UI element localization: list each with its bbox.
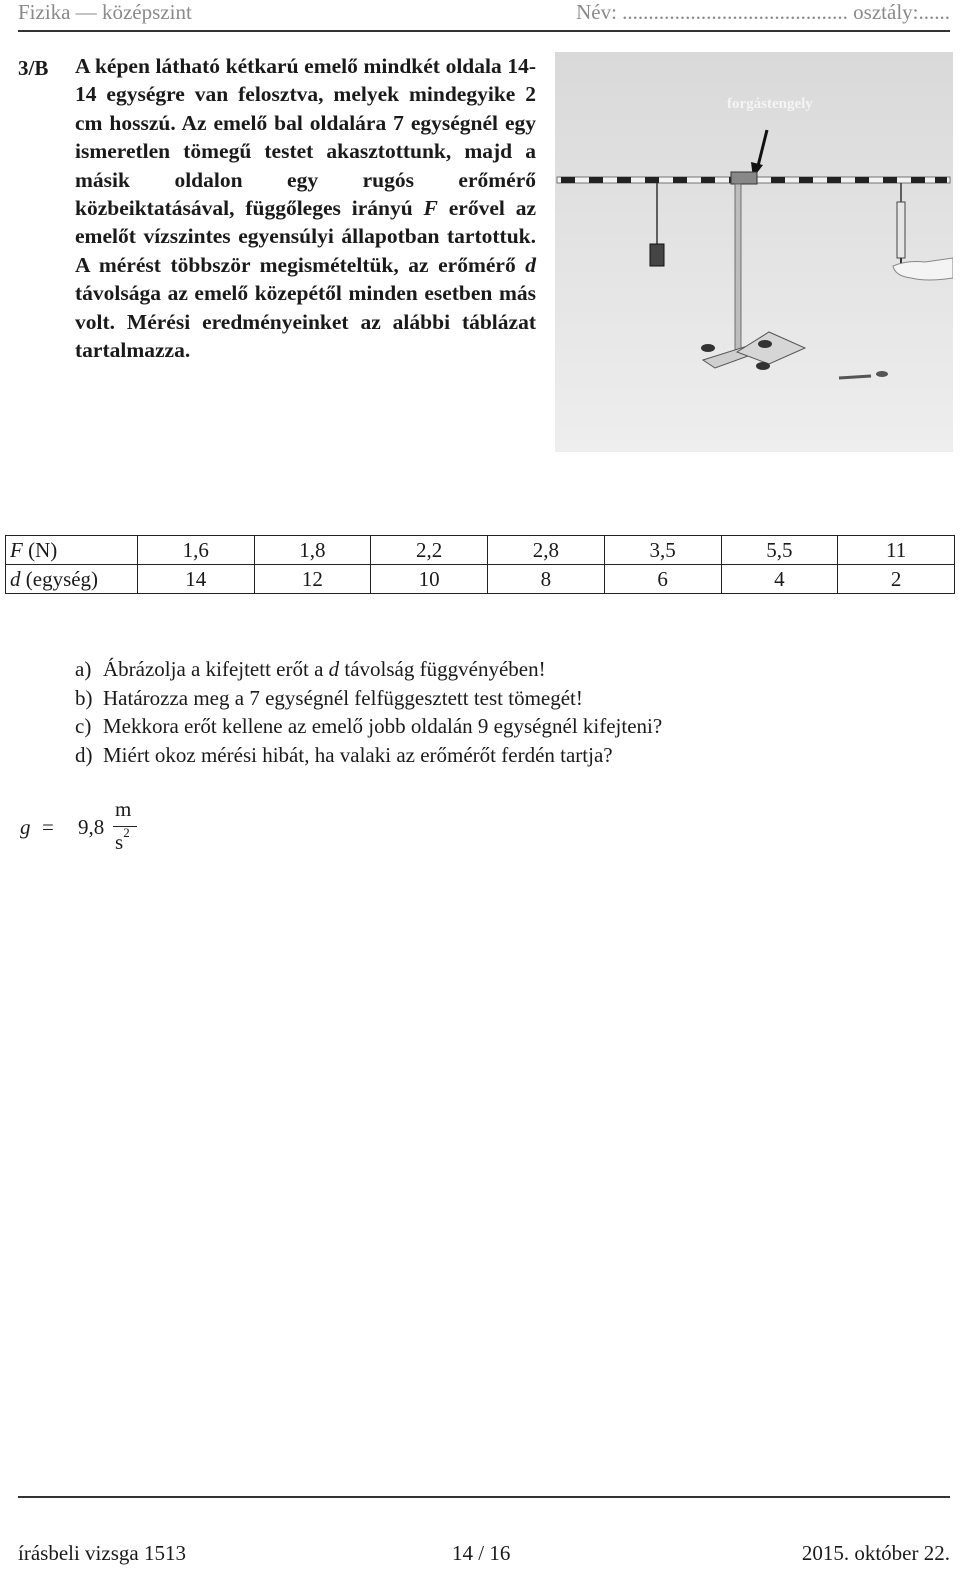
unit-denominator	[115, 825, 130, 855]
stand-rod	[735, 184, 741, 354]
row-header-distance	[6, 565, 138, 594]
table-cell: 5,5	[721, 536, 838, 565]
table-cell: 3,5	[604, 536, 721, 565]
question-a-variable: d	[328, 657, 340, 681]
lever-photo	[555, 52, 953, 452]
problem-text-part-3: távolsága az emelő közepétől minden esetben más volt. Mérési eredményeinket az alábbi táblázat tartalmazza.	[75, 281, 536, 363]
question-a-letter: a)	[75, 657, 92, 681]
table-row-distance	[6, 565, 955, 594]
hanging-mass	[650, 244, 664, 266]
question-b-letter: b)	[75, 685, 93, 710]
question-c-text: Mekkora erőt kellene az emelő jobb oldalán 9 egységnél kifejteni?	[103, 714, 663, 738]
unit-exponent: 2	[123, 825, 130, 840]
distance-unit: (egység)	[20, 566, 99, 591]
problem-text-part-2: erővel az emelőt vízszintes egyensúlyi állapotban tartottuk. A mérést többször megismételtük, az erőmérő	[75, 196, 536, 277]
stand-foot-3	[756, 362, 770, 370]
problem-number: 3/B	[18, 56, 49, 80]
table-cell: 11	[838, 536, 955, 565]
table-cell: 1,8	[254, 536, 371, 565]
spring-scale	[897, 202, 905, 258]
question-b-text: Határozza meg a 7 egységnél felfüggesztett test tömegét!	[103, 685, 583, 710]
table-cell: 1,6	[137, 536, 254, 565]
pivot-axis-label: forgástengely	[727, 96, 813, 112]
footer-divider	[18, 1496, 950, 1498]
stand-foot-2	[758, 340, 772, 348]
table-cell: 2,2	[371, 536, 488, 565]
spare-scale	[839, 376, 871, 378]
question-a-text-post: távolság függvényében!	[339, 657, 546, 681]
question-c-letter: c)	[75, 714, 92, 738]
problem-text-part-1: A képen látható kétkarú emelő mindkét oldala 14-14 egységre van felosztva, melyek mindegyike 2 cm hosszú. Az emelő bal oldalára 7 egységnél egy ismeretlen tömegű testet akasztottunk, majd a másik oldalon egy rugós erőmérő közbeiktatásával, függőleges irányú	[75, 54, 536, 221]
distance-variable: d	[525, 252, 536, 277]
question-c	[75, 712, 662, 741]
header-name-class-field: Név: ........................................... osztály:......	[576, 0, 950, 24]
table-cell: 6	[604, 565, 721, 594]
force-unit: (N)	[22, 537, 58, 562]
question-d-text: Miért okoz mérési hibát, ha valaki az erőmérőt ferdén tartja?	[103, 742, 613, 767]
force-symbol: F	[10, 537, 23, 562]
question-b	[75, 684, 662, 713]
gravity-constant	[20, 797, 150, 861]
question-d-letter: d)	[75, 742, 93, 767]
force-variable: F	[423, 196, 438, 221]
page-header	[18, 0, 950, 32]
question-a-text-pre: Ábrázolja a kifejtett erőt a	[103, 657, 329, 681]
table-cell: 10	[371, 565, 488, 594]
table-cell: 2,8	[488, 536, 605, 565]
footer-date: 2015. október 22.	[801, 1541, 950, 1565]
unit-numerator: m	[115, 797, 132, 821]
table-cell: 14	[137, 565, 254, 594]
table-cell: 2	[838, 565, 955, 594]
pivot-block	[731, 172, 757, 184]
footer-page-number: 14 / 16	[452, 1541, 511, 1565]
measurement-table	[5, 535, 955, 594]
header-divider	[18, 30, 950, 32]
footer-exam-id: írásbeli vizsga 1513	[18, 1541, 186, 1565]
table-cell: 8	[488, 565, 605, 594]
question-a	[75, 655, 662, 684]
equals-sign: =	[42, 815, 54, 839]
problem-text	[75, 52, 536, 364]
sub-questions	[75, 655, 662, 769]
table-cell: 4	[721, 565, 838, 594]
unit-denominator-base: s	[115, 830, 124, 854]
stand-foot-1	[701, 344, 715, 352]
table-cell: 12	[254, 565, 371, 594]
question-d	[75, 741, 662, 770]
distance-symbol: d	[10, 566, 21, 591]
gravity-value: 9,8	[78, 815, 105, 839]
table-row-force	[6, 536, 955, 565]
header-subject: Fizika — középszint	[18, 0, 192, 24]
gravity-symbol: g	[20, 815, 31, 839]
row-header-force	[6, 536, 138, 565]
spare-scale-hook	[876, 371, 888, 377]
